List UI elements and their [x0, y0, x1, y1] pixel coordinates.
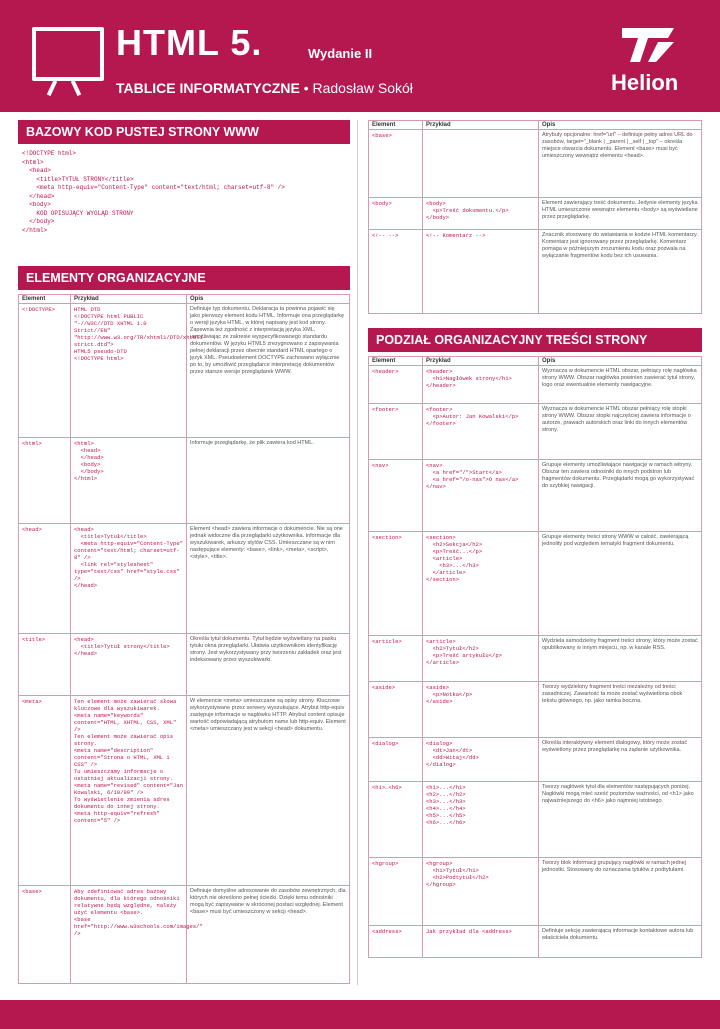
- example-cell: <header> <h1>Nagłówek strony</h1> </header>: [423, 366, 539, 404]
- column-header: Przykład: [423, 357, 539, 366]
- example-cell: <aside> <p>Notka</p> </aside>: [423, 682, 539, 738]
- description-cell: Grupuje elementy umożliwiające nawigację w ramach witryny. Obszar ten zawiera odnośniki do innych podstron lub fragmentów dokumentu. Przeglądarki mogą go wykorzystywać do szybkiej nawigacji.: [539, 460, 702, 532]
- table-row: [19, 304, 350, 438]
- base-code-block: <!DOCTYPE html> <html> <head> <title>TYTUŁ STRONY</title> <meta http-equiv="Content-Type" content="text/html; charset=utf-8" /> </head> <body> KOD OPISUJĄCY WYGLĄD STRONY </body> </html>: [22, 150, 285, 234]
- table-row: [369, 926, 702, 958]
- example-cell: <dialog> <dt>Jan</dt> <dd>Witaj</dd> </dialog>: [423, 738, 539, 782]
- column-header: Opis: [539, 121, 702, 130]
- description-cell: Tworzy blok informacji grupujący nagłówki w ramach jednej jednostki. Stosowany do oznaczania tytułów z podtytułami.: [539, 858, 702, 926]
- table-row: [369, 404, 702, 460]
- element-cell: <!DOCTYPE>: [19, 304, 71, 438]
- element-cell: <meta>: [19, 696, 71, 886]
- example-cell: Jak przykład dla <address>: [423, 926, 539, 958]
- example-cell: <head> <title>Tytuł</title> <meta http-equiv="Content-Type" content="text/html; charset=utf-8" /> <link rel="stylesheet" type="text/css" href="style.css" /> </head>: [71, 524, 187, 634]
- example-cell: <html> <head> </head> <body> </body> </html>: [71, 438, 187, 524]
- presentation-board-icon: [32, 27, 104, 81]
- description-cell: Element <head> zawiera informacje o dokumencie. Nie są one jednak widoczne dla przeglądarki użytkownika. Informacje dla wyszukiwarek, arkuszy stylów CSS. Umieszczane są w nim następujące elementy: <base>, <link>, <meta>, <script>, <style>, <title>.: [187, 524, 350, 634]
- description-cell: Znacznik stosowany do wstawiania w kodzie HTML komentarzy. Komentarz jest ignorowany przez przeglądarkę. Komentarz pomaga w późniejszym zrozumieniu kodu oraz pozwala na wyłączanie fragmentów kodu bez ich usuwania.: [539, 230, 702, 314]
- column-header: Element: [19, 295, 71, 304]
- example-cell: <hgroup> <h1>Tytuł</h1> <h2>Podtytuł</h2> </hgroup>: [423, 858, 539, 926]
- example-cell: <nav> <a href="/">Start</a> <a href="/o-nas">O nas</a> </nav>: [423, 460, 539, 532]
- element-cell: <address>: [369, 926, 423, 958]
- table-row: [19, 886, 350, 984]
- table-row: [369, 198, 702, 230]
- right-column: [368, 120, 702, 958]
- element-cell: <body>: [369, 198, 423, 230]
- description-cell: Element zawierający treść dokumentu. Jedynie elementy języka HTML umieszczone wewnątrz elementu <body> są wyświetlane przez przeglądarkę.: [539, 198, 702, 230]
- structure-table: [368, 356, 702, 958]
- example-cell: <!-- Komentarz -->: [423, 230, 539, 314]
- description-cell: Definiuje domyślne adresowanie do zasobów zewnętrznych, dla których nie określono pełnej ścieżki. Dzięki temu odnośniki mogą być zapisywane w skróconej postaci względnej. Element <base> musi być umieszczony w sekcji <head>.: [187, 886, 350, 984]
- section-heading: ELEMENTY ORGANIZACYJNE: [18, 266, 350, 290]
- table-row: [369, 738, 702, 782]
- table-row: [369, 682, 702, 738]
- element-cell: <head>: [19, 524, 71, 634]
- example-cell: <section> <h2>Sekcja</h2> <p>Treść...</p> <article> <h3>...</h3> </article> </section>: [423, 532, 539, 636]
- table-header-row: [369, 121, 702, 130]
- table-row: [369, 460, 702, 532]
- example-cell: Ten element może zawierać słowa kluczowe dla wyszukiwarek. <meta name="keywords" content="HTML, XHTML, CSS, XML" /> Ten element może zawierać opis strony. <meta name="description" content="Strona o HTML, XML i CSS" /> Tu umieszczamy informacje o ostatniej aktualizacji strony. <meta name="revised" content="Jan Kowalski, 6/10/99" /> To wyświetlenie zmienia adres dokumentu do innej strony. <meta http-equiv="refresh" content="5" />: [71, 696, 187, 886]
- table-row: [19, 524, 350, 634]
- table-row: [19, 438, 350, 524]
- board-leg-right: [71, 80, 81, 96]
- table-header-row: [19, 295, 350, 304]
- description-cell: Określa tytuł dokumentu. Tytuł będzie wyświetlany na pasku tytułu okna przeglądarki. Ułatwia użytkownikom identyfikację strony. Jest wykorzystywany przy tworzeniu zakładek oraz jest indeksowany przez wyszukiwarki.: [187, 634, 350, 696]
- table-row: [369, 858, 702, 926]
- element-cell: <title>: [19, 634, 71, 696]
- element-cell: <h1>…<h6>: [369, 782, 423, 858]
- description-cell: W elemencie <meta> umieszczane są opisy strony. Kluczowe wykorzystywane przez serwery wyszukujące. Atrybut http-equiv zastępuje informacje w nagłówku HTTP. Atrybut content opisuje wartość odpowiadającą atrybutom name lub http-equiv. Element <meta> umieszczany jest w sekcji <head> dokumentu.: [187, 696, 350, 886]
- section-heading: BAZOWY KOD PUSTEJ STRONY WWW: [18, 120, 350, 144]
- column-header: Przykład: [423, 121, 539, 130]
- example-cell: <article> <h2>Tytuł</h2> <p>Treść artykułu</p> </article>: [423, 636, 539, 682]
- example-cell: <h1>...</h1> <h2>...</h2> <h3>...</h3> <h4>...</h4> <h5>...</h5> <h6>...</h6>: [423, 782, 539, 858]
- element-cell: <section>: [369, 532, 423, 636]
- subtitle: [116, 80, 413, 96]
- example-cell: HTML DTD <!DOCTYPE html PUBLIC "-//W3C//DTD XHTML 1.0 Strict//EN" "http://www.w3.org/TR/xhtml1/DTD/xhtml1-strict.dtd"> HTML5 pseudo-DTD <!DOCTYPE html>: [71, 304, 187, 438]
- column-divider: [357, 120, 358, 985]
- author-name: • Radosław Sokół: [303, 80, 413, 96]
- element-cell: <html>: [19, 438, 71, 524]
- column-header: Przykład: [71, 295, 187, 304]
- continued-table: [368, 120, 702, 314]
- description-cell: Definiuje typ dokumentu. Deklaracja ta powinna pojawić się jako pierwszy element kodu HTML. Informuje ona przeglądarkę o wersji języka HTML, w której napisany jest kod strony. Zapewnia też zgodność z interpretacją języka XML, umożliwiając ze zakresie wyspecyfikowanego standardu dokumentów. W języku HTML5 zrezygnowano z zapisywania pełnej deklaracji przez obecnie standard HTML opartego o język XML. Pseudoelement DOCTYPE zachowano wyłącznie po to, by umożliwić przeglądarce interpretację dokumentów przez starsze wersje przeglądarek WWW.: [187, 304, 350, 438]
- table-row: [369, 366, 702, 404]
- column-header: Element: [369, 357, 423, 366]
- publisher-name: Helion: [611, 70, 679, 95]
- element-cell: <aside>: [369, 682, 423, 738]
- section-heading: PODZIAŁ ORGANIZACYJNY TREŚCI STRONY: [368, 328, 702, 352]
- description-cell: Grupuje elementy treści strony WWW w całość, zawierającą jednolity pod względem tematyki fragment dokumentu.: [539, 532, 702, 636]
- table-row: [19, 634, 350, 696]
- table-row: [369, 782, 702, 858]
- element-cell: <dialog>: [369, 738, 423, 782]
- example-cell: [423, 130, 539, 198]
- description-cell: Tworzy wydzielony fragment treści niezależny od treści zasadniczej. Zawartość ta może zostać wyświetlona obok tekstu głównego, np. jako ramka boczna.: [539, 682, 702, 738]
- table-row: [369, 532, 702, 636]
- element-cell: <article>: [369, 636, 423, 682]
- element-cell: <base>: [19, 886, 71, 984]
- description-cell: Definiuje sekcję zawierającą informacje kontaktowe autora lub właściciela dokumentu.: [539, 926, 702, 958]
- table-row: [369, 230, 702, 314]
- example-cell: <body> <p>Treść dokumentu.</p> </body>: [423, 198, 539, 230]
- header-banner: [0, 0, 720, 112]
- description-cell: Atrybuty opcjonalne: href="url" – definiuje pełny adres URL do zasobów, target="_blank | _parent | _self | _top" – określa miejsce otwarcia dokumentu. Element <base> musi być umieszczony wewnątrz elementu <head>.: [539, 130, 702, 198]
- column-header: Opis: [539, 357, 702, 366]
- element-cell: <header>: [369, 366, 423, 404]
- example-cell: Aby zdefiniować adres bazowy dokumentu, dla którego odnośniki relatywne będą względne, należy użyć elementu <base>. <base href="http://www.w3schools.com/images/" />: [71, 886, 187, 984]
- column-header: Opis: [187, 295, 350, 304]
- description-cell: Tworzy nagłówek tytuł dla elementów następujących poniżej. Nagłówki mogą mieć sześć poziomów ważności, od <h1> jako najważniejszego do <h6> jako najmniej istotnego.: [539, 782, 702, 858]
- description-cell: Określa interaktywny element dialogowy, który może zostać wyświetlony przez przeglądarkę na żądanie użytkownika.: [539, 738, 702, 782]
- description-cell: Wyznacza w dokumencie HTML obszar, pełniący rolę nagłówka strony WWW. Obszar nagłówka powinien zawierać tytuł strony, logo oraz ewentualnie elementy nawigacyjne.: [539, 366, 702, 404]
- table-row: [369, 130, 702, 198]
- page-title: HTML 5.: [116, 22, 263, 63]
- element-cell: <nav>: [369, 460, 423, 532]
- table-row: [369, 636, 702, 682]
- element-cell: <base>: [369, 130, 423, 198]
- element-cell: <footer>: [369, 404, 423, 460]
- element-cell: <!-- -->: [369, 230, 423, 314]
- left-column: [18, 120, 350, 984]
- description-cell: Informuje przeglądarkę, że plik zawiera kod HTML.: [187, 438, 350, 524]
- column-header: Element: [369, 121, 423, 130]
- example-cell: <footer> <p>Autor: Jan Kowalski</p> </footer>: [423, 404, 539, 460]
- helion-logo-icon: [618, 26, 678, 64]
- board-leg-left: [47, 80, 57, 96]
- edition-label: Wydanie II: [308, 46, 373, 61]
- example-cell: <head> <title>Tytuł strony</title> </head>: [71, 634, 187, 696]
- element-cell: <hgroup>: [369, 858, 423, 926]
- description-cell: Wyznacza w dokumencie HTML obszar pełniący rolę stopki strony WWW. Obszar stopki najczęściej zawiera informacje o autorze, prawach autorskich oraz linki do innych elementów strony.: [539, 404, 702, 460]
- series-name: TABLICE INFORMATYCZNE: [116, 80, 300, 96]
- table-header-row: [369, 357, 702, 366]
- footer-bar: [0, 1000, 720, 1029]
- table-row: [19, 696, 350, 886]
- description-cell: Wydziela samodzielny fragment treści strony, który może zostać opublikowany w innym miejscu, np. w kanale RSS.: [539, 636, 702, 682]
- elements-table: [18, 294, 350, 984]
